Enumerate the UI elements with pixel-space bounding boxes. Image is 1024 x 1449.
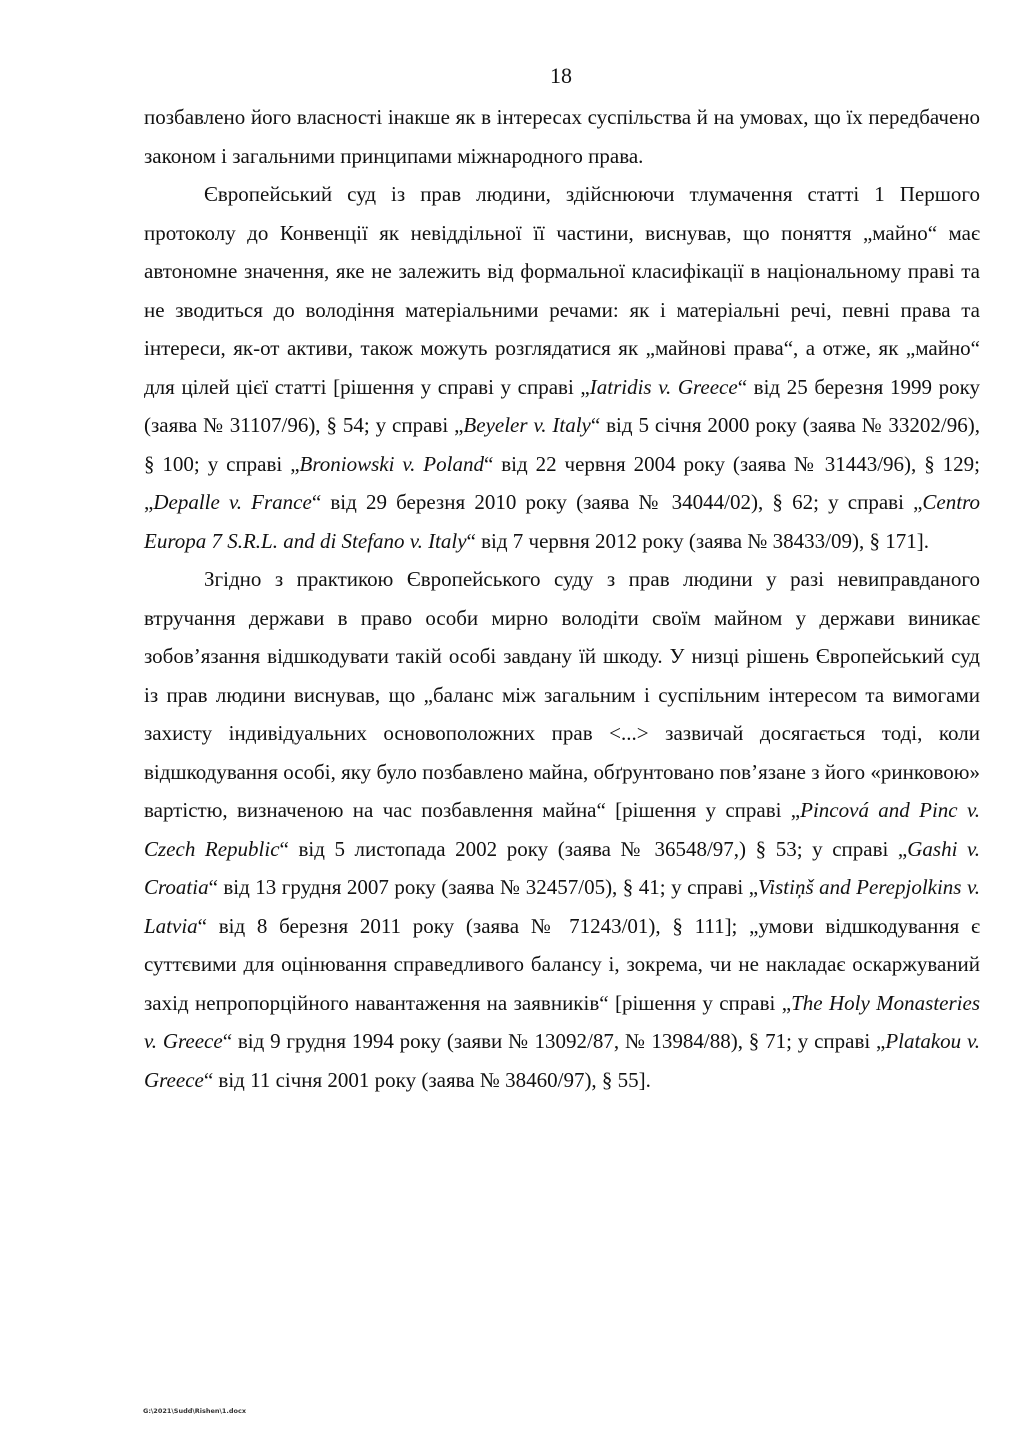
paragraph-text: Згідно з практикою Європейського суду з прав людини у разі невиправданого втручання держави в право особи мирно володіти своїм майном у держави виникає зобов’язання відшкодувати такій особі завдану їй шкоду. У низці рішень Європейський суд із прав людини виснував, що „баланс між загальним і суспільним інтересом та вимогами захисту індивідуальних основоположних прав <...> зазвичай досягається тоді, коли відшкодування особі, яку було позбавлено майна, обґрунтовано пов’язане з його «ринковою» вартістю, визначеною на час позбавлення майна“ [рішення у справі „ [144,567,980,822]
paragraph-text: Європейський суд із прав людини, здійснюючи тлумачення статті 1 Першого протоколу до Конвенції як невіддільної її частини, виснував, що поняття „майно“ має автономне значення, яке не залежить від формальної класифікації в національному праві та не зводиться до володіння матеріальними речами: як і матеріальні речі, певні права та інтереси, як-от активи, також можуть розглядатися як „майнові права“, а отже, як „майно“ для цілей цієї статті [рішення у справі у справі „ [144,182,980,399]
paragraph-compensation-practice [144,560,980,1099]
paragraph-text: позбавлено його власності інакше як в інтересах суспільства й на умовах, що їх передбачено законом і загальними принципами міжнародного права. [144,105,980,168]
document-body [144,98,980,1099]
footer-file-path: G:\2021\Sudd\Rishen\1.docx [143,1407,247,1415]
case-name: Iatridis v. Greece [589,374,738,399]
paragraph-text: “ від 9 грудня 1994 року (заяви № 13092/87, № 13984/88), § 71; у справі „ [222,1029,886,1053]
case-name: Platakou v. Greece [144,1029,980,1092]
case-name: Vistiņš and Perepjolkins v. Latvia [144,875,980,938]
paragraph-text: “ від 5 листопада 2002 року (заява № 36548/97,) § 53; у справі „ [279,836,908,861]
paragraph-text: “ від 13 грудня 2007 року (заява № 32457/05), § 41; у справі „ [208,875,759,899]
paragraph-text: “ від 5 січня 2000 року (заява № 33202/96), § 100; у справі „ [144,413,980,476]
paragraph-text: “ від 8 березня 2011 року (заява № 71243/01), § 111]; „умови відшкодування є суттєвими для оцінювання справедливого балансу і, зокрема, чи не накладає оскаржуваний захід непропорційного навантаження на заявників“ [рішення у справі „ [144,913,980,1015]
paragraph-text: “ від 22 червня 2004 року (заява № 31443/96), § 129; „ [144,451,980,514]
paragraph-continuation [144,98,980,175]
case-name: The Holy Monasteries v. Greece [144,990,980,1053]
paragraph-text: “ від 29 березня 2010 року (заява № 34044/02), § 62; у справі „ [311,490,923,514]
paragraph-text: “ від 7 червня 2012 року (заява № 38433/09), § 171]. [466,528,929,553]
paragraph-text: “ від 11 січня 2001 року (заява № 38460/97), § 55]. [203,1067,651,1092]
case-name: Depalle v. France [153,490,312,514]
case-name: Broniowski v. Poland [299,451,484,476]
case-name: Pincová and Pinc v. Czech Republic [144,798,980,861]
case-name: Beyeler v. Italy [463,413,591,437]
case-name: Gashi v. Croatia [144,836,980,899]
case-name: Centro Europa 7 S.R.L. and di Stefano v. Italy [144,490,980,553]
page-number: 18 [550,63,572,88]
paragraph-property-concept [144,175,980,560]
paragraph-text: “ від 25 березня 1999 року (заява № 31107/96), § 54; у справі „ [144,374,980,437]
